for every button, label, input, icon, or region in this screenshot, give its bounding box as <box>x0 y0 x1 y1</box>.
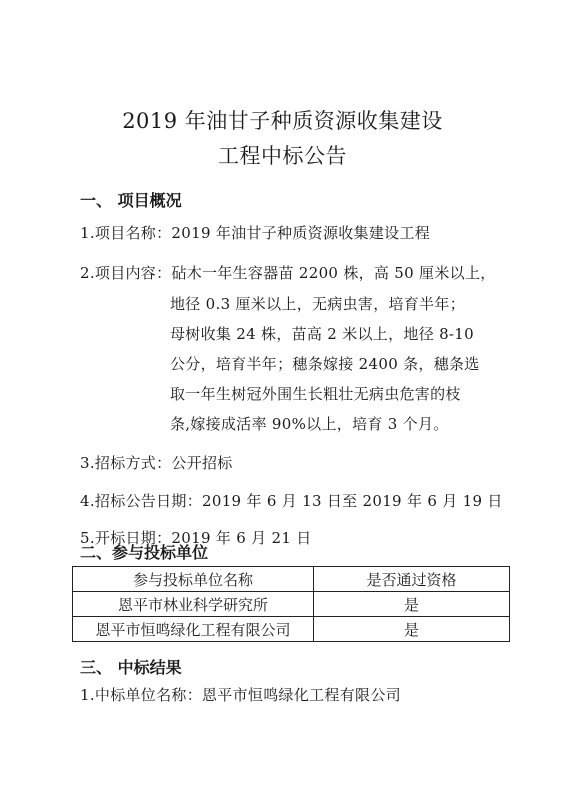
table-header-row <box>73 567 510 592</box>
section2-heading: 二、参与投标单位 <box>80 543 209 562</box>
winning-bidder: 1.中标单位名称：恩平市恒鸣绿化工程有限公司 <box>80 686 401 704</box>
table-cell: 恩平市恒鸣绿化工程有限公司 <box>73 617 314 642</box>
document-title-line2: 工程中标公告 <box>218 144 347 168</box>
project-name: 1.项目名称：2019 年油甘子种质资源收集建设工程 <box>80 224 431 242</box>
table-row <box>73 617 510 642</box>
table-row <box>73 592 510 617</box>
project-content-line6: 条,嫁接成活率 90%以上，培育 3 个月。 <box>170 415 449 433</box>
table-header-cell: 参与投标单位名称 <box>73 567 314 592</box>
bid-opening-date: 5.开标日期：2019 年 6 月 21 日 <box>80 529 312 547</box>
project-content-line2: 地径 0.3 厘米以上，无病虫害，培育半年； <box>170 295 465 313</box>
document-title-line1: 2019 年油甘子种质资源收集建设 <box>122 109 443 133</box>
project-content-line5: 取一年生树冠外围生长粗壮无病虫危害的枝 <box>170 385 461 403</box>
announcement-date: 4.招标公告日期：2019 年 6 月 13 日至 2019 年 6 月 19 日 <box>80 492 503 510</box>
project-content-line1: 2.项目内容：砧木一年生容器苗 2200 株，高 50 厘米以上， <box>80 264 496 282</box>
tender-method: 3.招标方式：公开招标 <box>80 454 233 472</box>
section1-heading: 一、 项目概况 <box>80 191 182 210</box>
project-content-line3: 母树收集 24 株，苗高 2 米以上，地径 8-10 <box>170 325 474 343</box>
table-cell: 是 <box>314 592 510 617</box>
section3-heading: 三、 中标结果 <box>80 658 182 677</box>
project-content-line4: 公分，培育半年；穗条嫁接 2400 条，穗条选 <box>170 355 480 373</box>
table-cell: 恩平市林业科学研究所 <box>73 592 314 617</box>
bidders-table <box>72 566 510 642</box>
table-header-cell: 是否通过资格 <box>314 567 510 592</box>
table-cell: 是 <box>314 617 510 642</box>
